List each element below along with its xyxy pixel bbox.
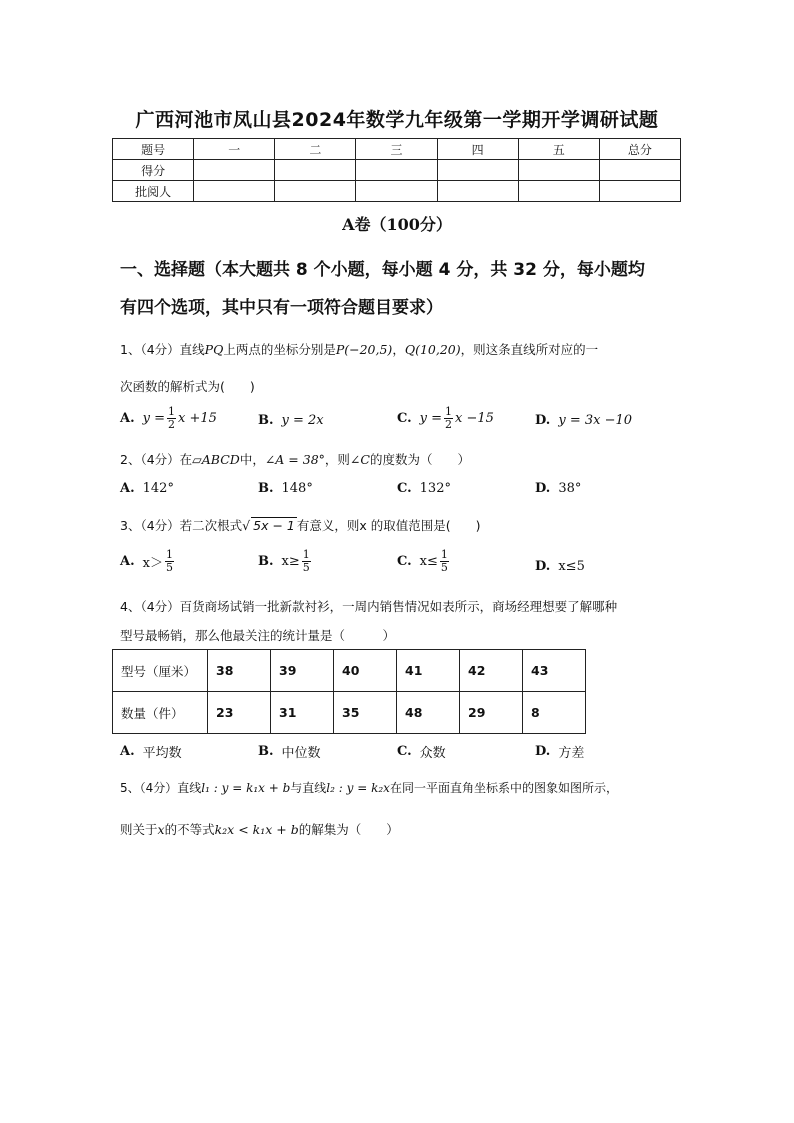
fraction-denominator: 2 <box>445 418 453 431</box>
option-label: B. <box>258 554 274 569</box>
score-cell <box>437 181 518 202</box>
question-4-line1: 4、（4分）百货商场试销一批新款衬衫，一周内销售情况如表所示，商场经理想要了解哪种 <box>120 599 618 614</box>
score-row <box>113 160 681 181</box>
q3-option-a[interactable] <box>120 549 176 574</box>
q5-line2-pre: 则关于 <box>120 822 158 837</box>
q2-option-b[interactable] <box>258 481 313 496</box>
quantity-row <box>113 692 586 734</box>
quantity-cell: 23 <box>208 692 271 734</box>
q2-mid: 中， <box>239 452 265 467</box>
option-label: B. <box>258 744 274 759</box>
q2-option-d[interactable] <box>535 481 581 496</box>
size-row-label: 型号（厘米） <box>113 650 208 692</box>
q2-angle-c: ∠C <box>349 452 370 467</box>
quantity-cell: 48 <box>397 692 460 734</box>
question-4-line2: 型号最畅销，那么他最关注的统计量是（ ） <box>120 628 396 643</box>
option-label: B. <box>258 481 274 496</box>
fraction-numerator: 1 <box>445 405 453 418</box>
q2-option-a[interactable] <box>120 481 174 496</box>
option-label: A. <box>120 554 135 569</box>
size-cell: 43 <box>523 650 586 692</box>
score-header-cell: 四 <box>437 139 518 160</box>
radical-sign: √ <box>242 518 251 533</box>
score-cell <box>518 160 599 181</box>
section-heading-line2: 有四个选项，其中只有一项符合题目要求） <box>120 298 443 318</box>
question-5-line2 <box>120 820 399 838</box>
score-cell <box>437 160 518 181</box>
fraction-denominator: 5 <box>302 561 310 574</box>
q2-prefix: 2、（4分）在 <box>120 452 193 467</box>
option-text: x≥ <box>281 554 300 569</box>
q4-option-c[interactable] <box>397 742 446 761</box>
q1-mid: 上两点的坐标分别是 <box>223 342 336 357</box>
score-cell <box>599 160 680 181</box>
size-cell: 38 <box>208 650 271 692</box>
q1-option-b[interactable] <box>258 413 324 428</box>
q2-angle-a: ∠A = 38° <box>264 452 325 467</box>
score-table <box>112 138 681 202</box>
question-5-line1 <box>120 779 618 796</box>
question-1-line2: 次函数的解析式为( ) <box>120 379 255 394</box>
q3-option-d[interactable] <box>535 559 585 574</box>
q4-option-a[interactable] <box>120 742 182 761</box>
score-header-cell: 题号 <box>113 139 194 160</box>
q2-option-c[interactable] <box>397 481 451 496</box>
size-cell: 39 <box>271 650 334 692</box>
question-2-line1 <box>120 450 470 468</box>
score-table-header-row <box>113 139 681 160</box>
q1-point-p: P(−20,5) <box>335 342 393 357</box>
score-row-label: 得分 <box>113 160 194 181</box>
q3-prefix: 3、（4分）若二次根式 <box>120 518 243 533</box>
option-math: y = <box>419 411 443 426</box>
option-text: 38° <box>558 481 582 496</box>
fraction <box>444 406 453 431</box>
option-label: A. <box>120 411 135 426</box>
option-label: C. <box>397 744 412 759</box>
q1-line-name: PQ <box>204 342 224 357</box>
fraction-denominator: 2 <box>168 418 175 431</box>
score-header-cell: 一 <box>194 139 275 160</box>
shirt-sales-table <box>112 649 586 734</box>
score-cell <box>275 160 356 181</box>
quantity-cell: 29 <box>460 692 523 734</box>
q5-mid: 与直线 <box>290 781 327 795</box>
option-label: D. <box>535 559 551 574</box>
option-label: A. <box>120 744 135 759</box>
option-math: y = 3x −10 <box>558 413 633 428</box>
option-math: y = <box>142 411 165 426</box>
option-label: A. <box>120 481 135 496</box>
reviewer-row-label: 批阅人 <box>113 181 194 202</box>
fraction-numerator: 1 <box>302 548 310 561</box>
fraction <box>167 406 176 431</box>
q1-prefix: 1、（4分）直线 <box>120 342 205 357</box>
q1-option-c[interactable] <box>397 406 494 431</box>
option-text: x≤5 <box>558 559 585 574</box>
q1-option-d[interactable] <box>535 413 632 428</box>
q5-prefix: 5、（4分）直线 <box>120 781 202 795</box>
q2-mid2: ，则 <box>324 452 350 467</box>
score-cell <box>356 181 437 202</box>
q3-radicand: 5x − 1 <box>253 518 295 533</box>
score-cell <box>599 181 680 202</box>
size-cell: 42 <box>460 650 523 692</box>
quantity-cell: 8 <box>523 692 586 734</box>
score-header-cell: 三 <box>356 139 437 160</box>
option-label: C. <box>397 481 412 496</box>
volume-heading: A卷（100分） <box>342 215 452 234</box>
score-header-cell: 五 <box>518 139 599 160</box>
q1-tail: ，则这条直线所对应的一 <box>460 342 599 357</box>
option-text: x＞ <box>142 556 163 571</box>
q2-tail: 的度数为（ ） <box>369 452 470 467</box>
score-header-cell: 总分 <box>599 139 680 160</box>
question-1-line1 <box>120 340 598 358</box>
score-cell <box>518 181 599 202</box>
option-label: C. <box>397 554 412 569</box>
q1-sep: ， <box>392 342 405 357</box>
quantity-row-label: 数量（件） <box>113 692 208 734</box>
fraction <box>302 549 311 574</box>
fraction-numerator: 1 <box>168 405 175 418</box>
q4-option-d[interactable] <box>535 742 584 761</box>
option-text: 132° <box>419 481 451 496</box>
fraction-numerator: 1 <box>165 548 173 561</box>
option-text: 方差 <box>558 746 585 761</box>
option-label: D. <box>535 413 551 428</box>
option-text: 平均数 <box>142 746 182 761</box>
q4-option-b[interactable] <box>258 742 321 761</box>
score-cell <box>194 181 275 202</box>
size-cell: 41 <box>397 650 460 692</box>
fraction-numerator: 1 <box>440 548 448 561</box>
q5-line-l2: l₂ : y = k₂x <box>326 781 390 795</box>
option-label: B. <box>258 413 274 428</box>
option-label: C. <box>397 411 412 426</box>
exam-title: 广西河池市凤山县2024年数学九年级第一学期开学调研试题 <box>135 109 659 131</box>
q2-parallelogram: ▱ABCD <box>192 452 240 467</box>
option-math: y = 2x <box>281 413 324 428</box>
q3-option-c[interactable] <box>397 549 451 574</box>
section-heading-line1: 一、选择题（本大题共 8 个小题，每小题 4 分，共 32 分，每小题均 <box>120 260 645 280</box>
quantity-cell: 31 <box>271 692 334 734</box>
q5-inequality: k₂x < k₁x + b <box>214 822 299 837</box>
q5-line2-tail: 的解集为（ ） <box>298 822 399 837</box>
option-math: x −15 <box>455 411 494 426</box>
fraction-denominator: 5 <box>440 561 448 574</box>
option-label: D. <box>535 744 551 759</box>
fraction <box>440 549 449 574</box>
score-cell <box>356 160 437 181</box>
option-text: 中位数 <box>281 746 321 761</box>
q3-option-b[interactable] <box>258 549 313 574</box>
option-text: 众数 <box>419 746 446 761</box>
option-text: x≤ <box>419 554 438 569</box>
q5-line-l1: l₁ : y = k₁x + b <box>201 781 291 795</box>
score-cell <box>194 160 275 181</box>
score-cell <box>275 181 356 202</box>
fraction <box>165 549 174 574</box>
option-label: D. <box>535 481 551 496</box>
q5-line2-mid: 的不等式 <box>164 822 215 837</box>
reviewer-row <box>113 181 681 202</box>
q1-option-a[interactable] <box>120 406 217 431</box>
size-cell: 40 <box>334 650 397 692</box>
q5-tail: 在同一平面直角坐标系中的图象如图所示， <box>389 781 618 795</box>
option-text: 148° <box>281 481 313 496</box>
size-row <box>113 650 586 692</box>
question-3-line1 <box>120 516 480 534</box>
option-text: 142° <box>142 481 174 496</box>
option-math: x +15 <box>178 411 217 426</box>
q5-variable: x <box>157 822 165 837</box>
q1-point-q: Q(10,20) <box>404 342 461 357</box>
fraction-denominator: 5 <box>165 561 173 574</box>
q3-tail: 有意义，则x 的取值范围是( ) <box>296 518 481 533</box>
quantity-cell: 35 <box>334 692 397 734</box>
score-header-cell: 二 <box>275 139 356 160</box>
